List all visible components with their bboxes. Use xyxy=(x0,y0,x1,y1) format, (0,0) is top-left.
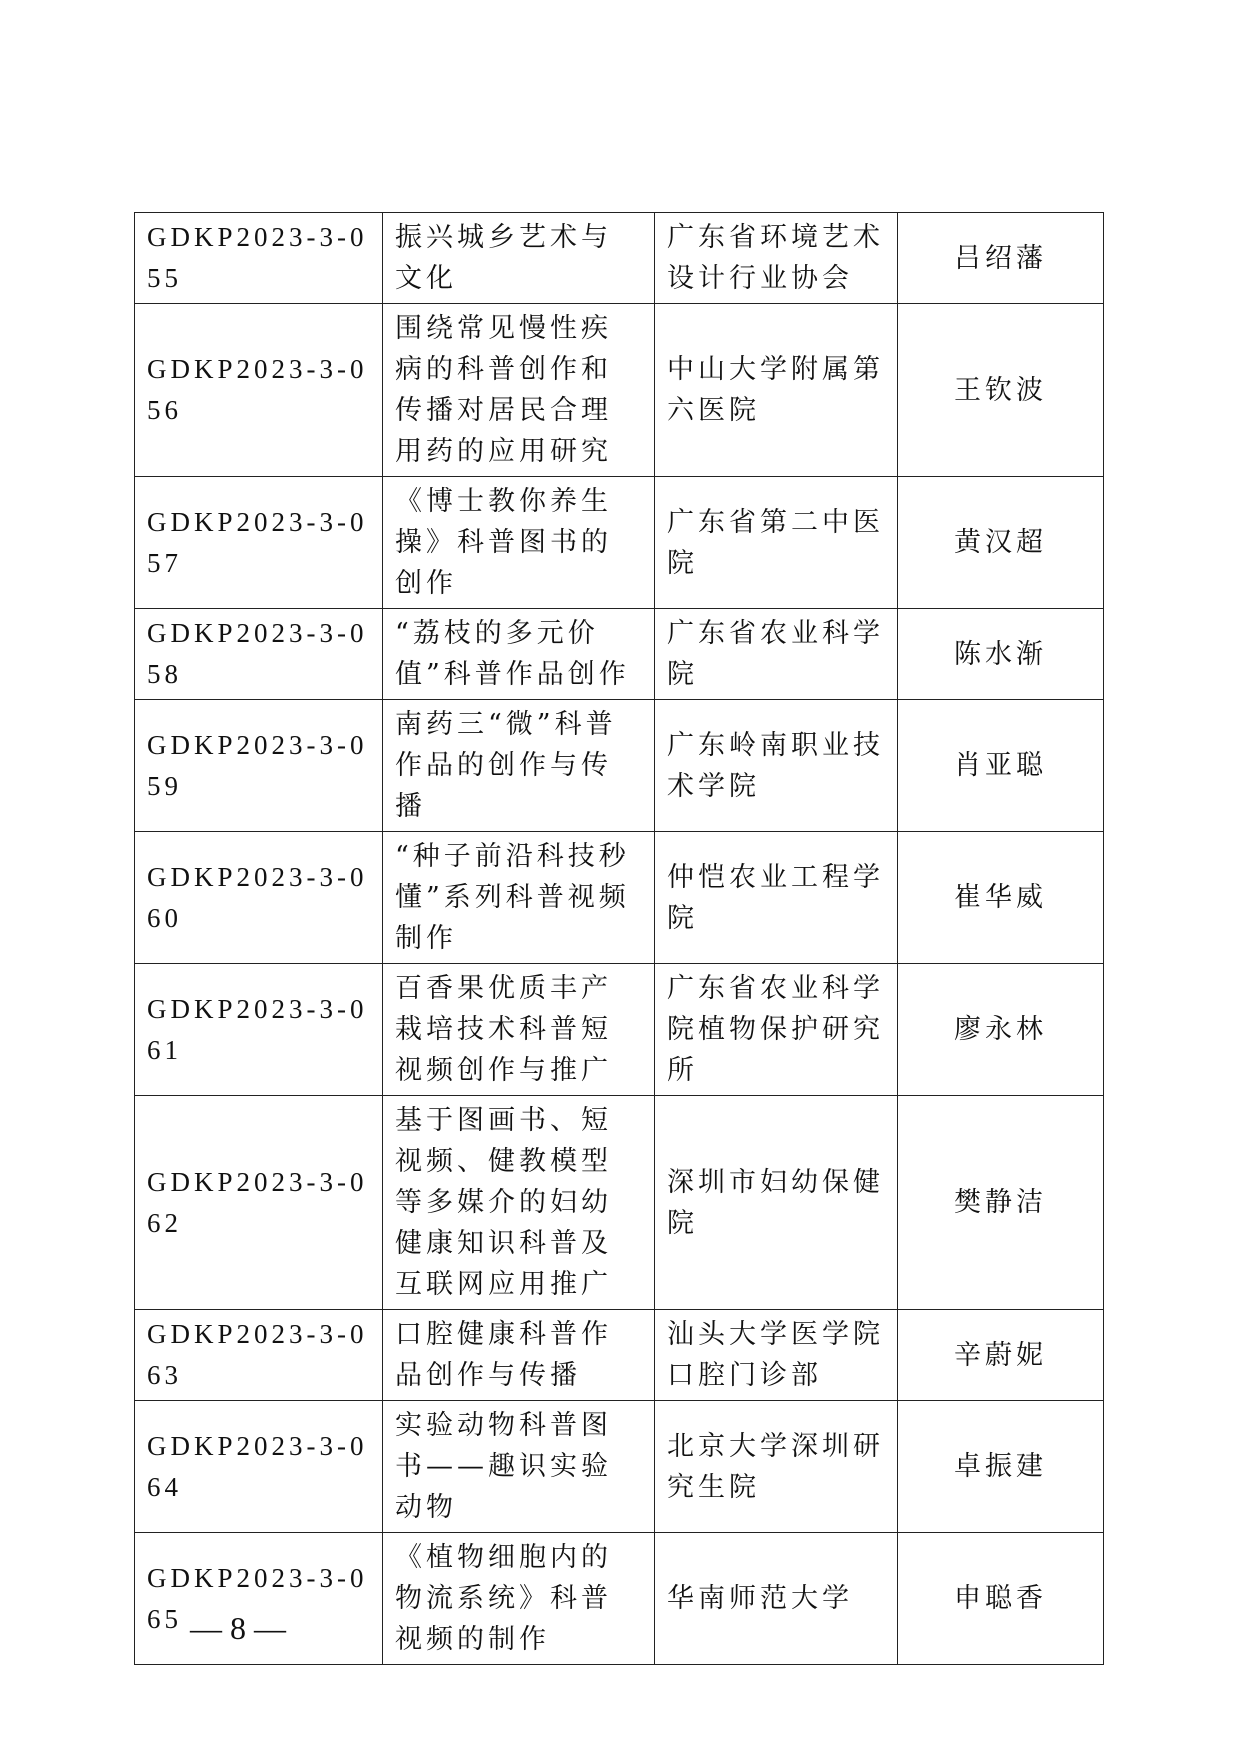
table-row xyxy=(135,609,1104,700)
organization-cell: 汕头大学医学院口腔门诊部 xyxy=(655,1310,898,1401)
project-table-body xyxy=(135,213,1104,1665)
project-name-cell: 南药三“微”科普作品的创作与传播 xyxy=(383,700,655,832)
table-row xyxy=(135,832,1104,964)
project-name-cell: 口腔健康科普作品创作与传播 xyxy=(383,1310,655,1401)
organization-cell: 广东省环境艺术设计行业协会 xyxy=(655,213,898,304)
organization-cell: 华南师范大学 xyxy=(655,1533,898,1665)
person-cell: 廖永林 xyxy=(898,964,1104,1096)
project-id-cell: GDKP2023-3-061 xyxy=(135,964,383,1096)
organization-cell: 北京大学深圳研究生院 xyxy=(655,1401,898,1533)
person-cell: 吕绍藩 xyxy=(898,213,1104,304)
table-row xyxy=(135,700,1104,832)
project-id-cell: GDKP2023-3-065 xyxy=(135,1533,383,1665)
project-id-cell: GDKP2023-3-058 xyxy=(135,609,383,700)
project-id-cell: GDKP2023-3-060 xyxy=(135,832,383,964)
person-cell: 卓振建 xyxy=(898,1401,1104,1533)
project-name-cell: 围绕常见慢性疾病的科普创作和传播对居民合理用药的应用研究 xyxy=(383,304,655,477)
project-table xyxy=(134,212,1104,1665)
project-name-cell: 基于图画书、短视频、健教模型等多媒介的妇幼健康知识科普及互联网应用推广 xyxy=(383,1096,655,1310)
organization-cell: 仲恺农业工程学院 xyxy=(655,832,898,964)
organization-cell: 广东省农业科学院植物保护研究所 xyxy=(655,964,898,1096)
project-name-cell: 振兴城乡艺术与文化 xyxy=(383,213,655,304)
table-row xyxy=(135,964,1104,1096)
person-cell: 黄汉超 xyxy=(898,477,1104,609)
project-name-cell: 《博士教你养生操》科普图书的创作 xyxy=(383,477,655,609)
project-id-cell: GDKP2023-3-063 xyxy=(135,1310,383,1401)
project-id-cell: GDKP2023-3-062 xyxy=(135,1096,383,1310)
table-row xyxy=(135,1096,1104,1310)
table-row xyxy=(135,477,1104,609)
project-name-cell: “荔枝的多元价值”科普作品创作 xyxy=(383,609,655,700)
project-id-cell: GDKP2023-3-057 xyxy=(135,477,383,609)
organization-cell: 深圳市妇幼保健院 xyxy=(655,1096,898,1310)
person-cell: 崔华威 xyxy=(898,832,1104,964)
page-number: — 8 — xyxy=(190,1610,286,1646)
project-name-cell: 《植物细胞内的物流系统》科普视频的制作 xyxy=(383,1533,655,1665)
organization-cell: 广东岭南职业技术学院 xyxy=(655,700,898,832)
organization-cell: 广东省第二中医院 xyxy=(655,477,898,609)
project-name-cell: “种子前沿科技秒懂”系列科普视频制作 xyxy=(383,832,655,964)
person-cell: 王钦波 xyxy=(898,304,1104,477)
project-name-cell: 百香果优质丰产栽培技术科普短视频创作与推广 xyxy=(383,964,655,1096)
project-id-cell: GDKP2023-3-055 xyxy=(135,213,383,304)
table-row xyxy=(135,1401,1104,1533)
table-row xyxy=(135,304,1104,477)
project-id-cell: GDKP2023-3-059 xyxy=(135,700,383,832)
person-cell: 陈水渐 xyxy=(898,609,1104,700)
person-cell: 樊静洁 xyxy=(898,1096,1104,1310)
person-cell: 申聪香 xyxy=(898,1533,1104,1665)
project-id-cell: GDKP2023-3-064 xyxy=(135,1401,383,1533)
table-row xyxy=(135,1310,1104,1401)
project-id-cell: GDKP2023-3-056 xyxy=(135,304,383,477)
project-name-cell: 实验动物科普图书——趣识实验动物 xyxy=(383,1401,655,1533)
organization-cell: 中山大学附属第六医院 xyxy=(655,304,898,477)
person-cell: 肖亚聪 xyxy=(898,700,1104,832)
organization-cell: 广东省农业科学院 xyxy=(655,609,898,700)
person-cell: 辛蔚妮 xyxy=(898,1310,1104,1401)
table-row xyxy=(135,213,1104,304)
